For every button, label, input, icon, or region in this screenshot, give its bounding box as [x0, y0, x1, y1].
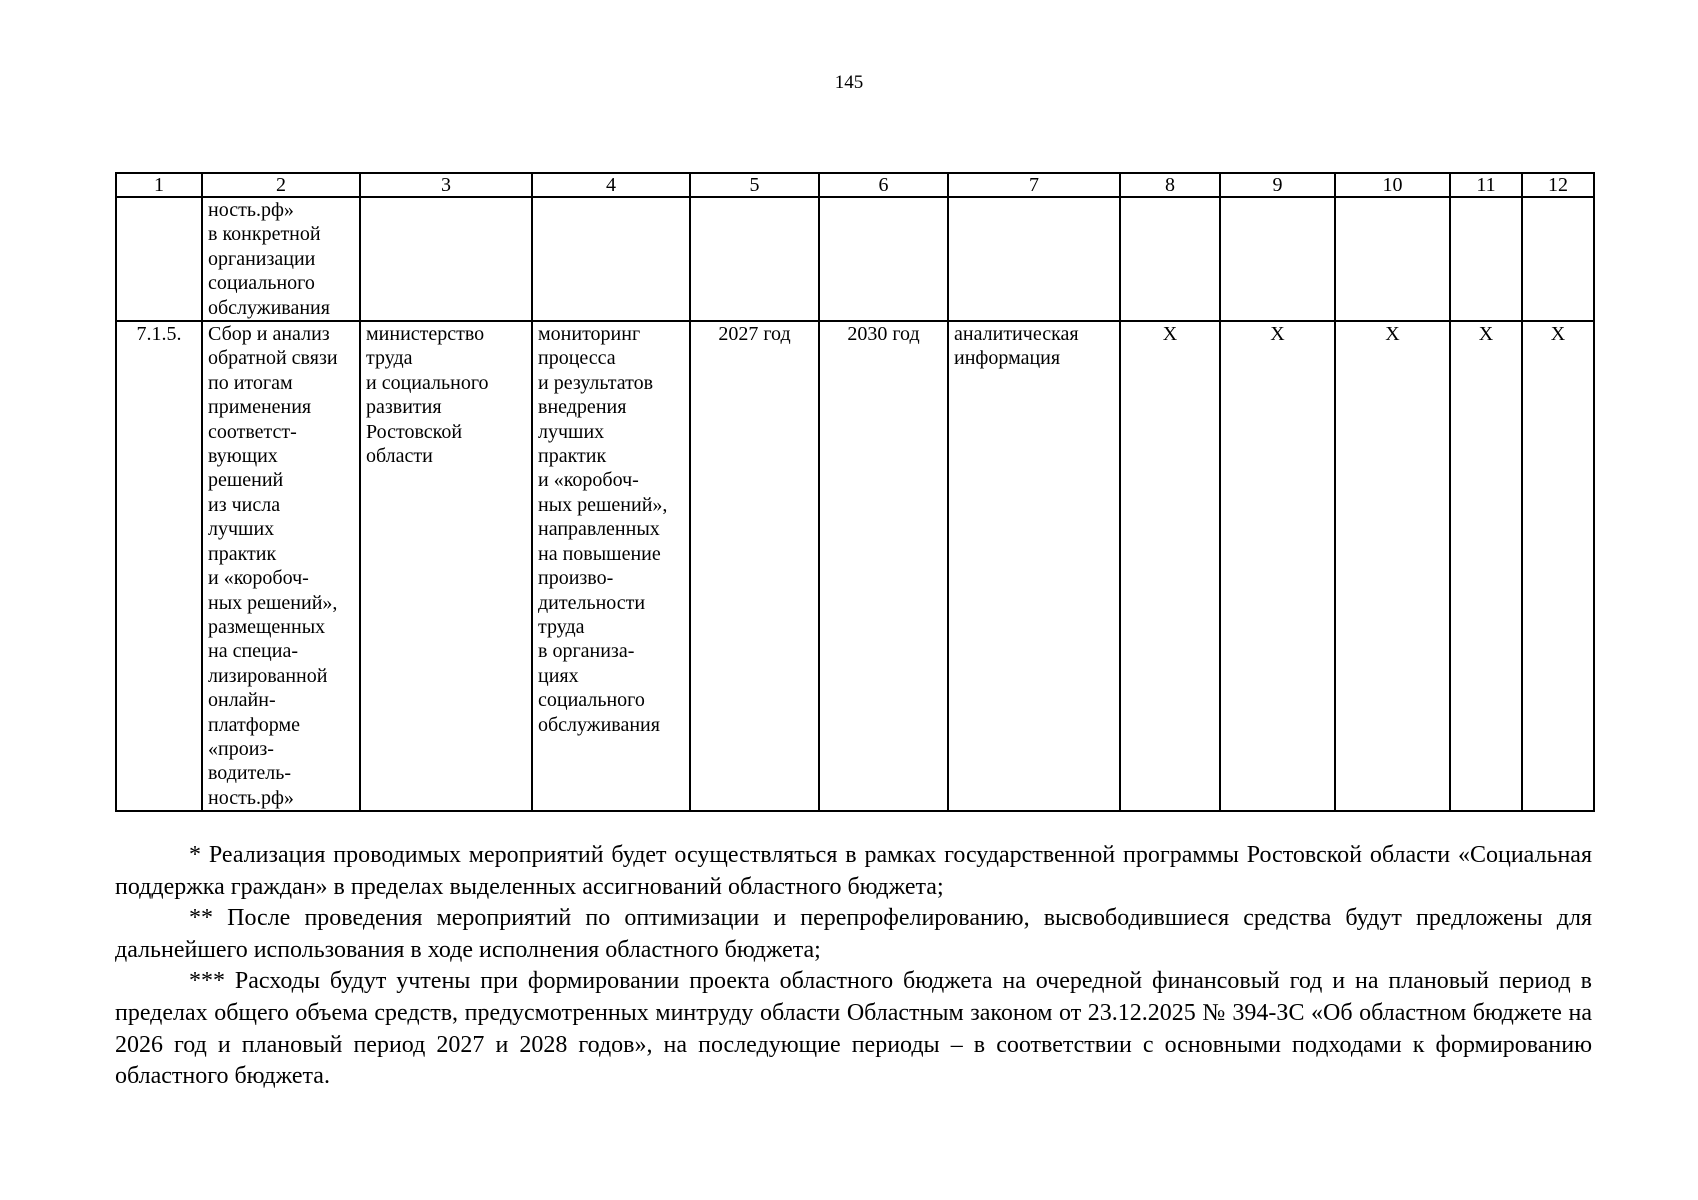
column-9-cell: X: [1220, 321, 1335, 811]
measure-number-cell: 7.1.5.: [116, 321, 202, 811]
table-cell: [1120, 197, 1220, 321]
table-row-7-1-5: [116, 321, 1594, 811]
table-cell: [948, 197, 1120, 321]
column-number-3: 3: [360, 173, 532, 197]
column-number-12: 12: [1522, 173, 1594, 197]
column-number-1: 1: [116, 173, 202, 197]
table-cell: [1220, 197, 1335, 321]
footnote-3: *** Расходы будут учтены при формировании проекта областного бюджета на очередной финансовый год и на плановый период в пределах общего объема средств, предусмотренных минтруду области Областным законом от 23.12.2025 № 394-ЗС «Об областном бюджете на 2026 год и плановый период 2027 и 2028 годов», на последующие периоды – в соответствии с основными подходами к формированию областного бюджета.: [115, 968, 1592, 1090]
column-number-9: 9: [1220, 173, 1335, 197]
footnote-2: ** После проведения мероприятий по оптимизации и перепрофелированию, высвободившиеся средства будут предложены для дальнейшего использования в ходе исполнения областного бюджета;: [115, 905, 1592, 963]
table-cell: [690, 197, 819, 321]
column-10-cell: X: [1335, 321, 1450, 811]
page-number: 145: [834, 72, 864, 93]
measures-table: [115, 172, 1595, 812]
table-cell: [360, 197, 532, 321]
column-number-6: 6: [819, 173, 948, 197]
column-number-4: 4: [532, 173, 690, 197]
column-number-5: 5: [690, 173, 819, 197]
info-cell: аналитическая информация: [948, 321, 1120, 811]
table-row-continuation: [116, 197, 1594, 321]
column-number-7: 7: [948, 173, 1120, 197]
result-cell: мониторинг процесса и результатов внедрения лучших практик и «коробоч- ных решений», направленных на повышение произво- дительности труда в организа- циях социального обслуживания: [532, 321, 690, 811]
table-cell: [532, 197, 690, 321]
table-header-row: [116, 173, 1594, 197]
executor-cell: министерство труда и социального развития Ростовской области: [360, 321, 532, 811]
table-cell: [1335, 197, 1450, 321]
measure-name-cell: Сбор и анализ обратной связи по итогам применения соответст- вующих решений из числа лучших практик и «коробоч- ных решений», размещенных на специа- лизированной онлайн- платформе «произ- водитель- ность.рф»: [202, 321, 360, 811]
table-cell: [1522, 197, 1594, 321]
table-cell: [116, 197, 202, 321]
table-cell: [1450, 197, 1522, 321]
column-8-cell: X: [1120, 321, 1220, 811]
column-number-11: 11: [1450, 173, 1522, 197]
column-12-cell: X: [1522, 321, 1594, 811]
continuation-name-cell: ность.рф» в конкретной организации социального обслуживания: [202, 197, 360, 321]
column-11-cell: X: [1450, 321, 1522, 811]
footnotes: [115, 840, 1592, 1093]
column-number-2: 2: [202, 173, 360, 197]
column-number-10: 10: [1335, 173, 1450, 197]
table-cell: [819, 197, 948, 321]
column-number-8: 8: [1120, 173, 1220, 197]
start-date-cell: 2027 год: [690, 321, 819, 811]
end-date-cell: 2030 год: [819, 321, 948, 811]
footnote-1: * Реализация проводимых мероприятий будет осуществляться в рамках государственной программы Ростовской области «Социальная поддержка граждан» в пределах выделенных ассигнований областного бюджета;: [115, 842, 1592, 900]
